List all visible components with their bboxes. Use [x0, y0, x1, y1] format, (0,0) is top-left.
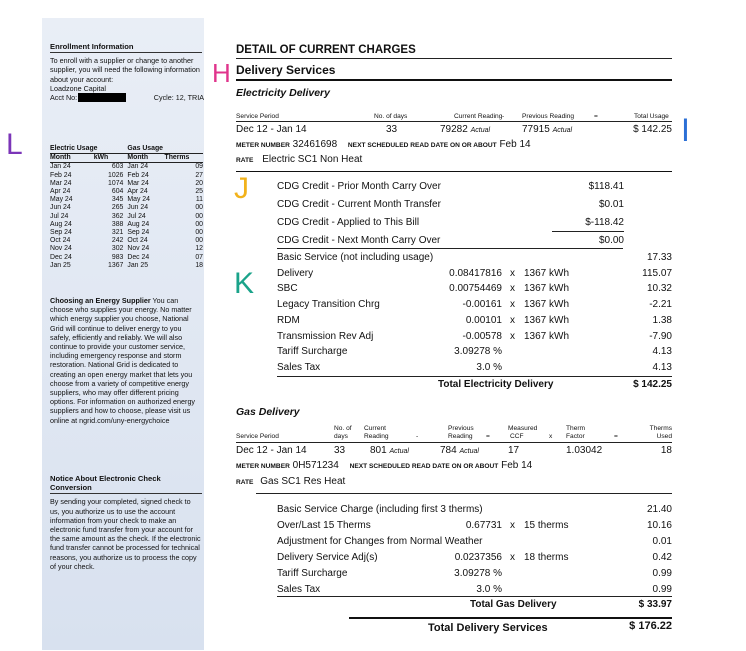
cdg-credit-row: [277, 217, 672, 231]
enrollment-title: Enrollment Information: [50, 42, 202, 53]
elec-next-read-date: Feb 14: [499, 139, 531, 150]
elec-kwh: 302: [111, 245, 124, 253]
usage-row: [50, 262, 203, 270]
gas-month: Jun 24: [127, 204, 149, 212]
line-label: SBC: [277, 283, 298, 295]
cycle-label: Cycle: 12, TRIA: [153, 93, 204, 103]
usage-row: [50, 245, 203, 253]
usage-row: [50, 237, 203, 245]
cdg-credit-label: CDG Credit - Applied to This Bill: [277, 217, 420, 228]
usage-rows: [50, 163, 203, 270]
gas-therm-factor: 1.03042: [566, 445, 603, 456]
line-item: [277, 504, 672, 518]
cdg-rule-short: [552, 231, 624, 232]
choose-supplier-text: You can choose who supplies your energy. No matter which energy supplier you choose, National Grid will continue to deliver energy to you safely, efficiently and reliably. We will also continue to provide your customer service, including emergency response and storm restoration. National Grid is dedicated to creating an open energy market that lets you choose from a variety of competitive energy suppliers, who may offer different pricing options. For information on authorized energy suppliers and how to choose, please visit us online at ngrid.com/uny-energychoice: [50, 296, 196, 425]
usage-row: [50, 213, 203, 221]
elec-total-rule: [277, 376, 672, 377]
line-amount: 17.33: [646, 252, 672, 263]
elec-month: Jan 25: [50, 261, 71, 269]
elec-kwh: 388: [111, 220, 124, 228]
line-label: Adjustment for Changes from Normal Weather: [277, 535, 483, 547]
line-item: [277, 315, 672, 329]
line-label: Sales Tax: [277, 361, 321, 373]
line-item: [277, 520, 672, 534]
elec-month: Jan 24: [50, 163, 71, 171]
gas-col-therm1: Therm: [566, 425, 586, 432]
line-label: Legacy Transition Chrg: [277, 299, 380, 311]
elec-rate-rule: [236, 171, 672, 172]
elec-kwh: 1074: [108, 179, 124, 187]
gas-next-read-date: Feb 14: [501, 460, 533, 471]
line-quantity: 1367 kWh: [524, 330, 570, 342]
line-rate: -0.00578: [462, 330, 502, 342]
usage-row: [50, 204, 203, 212]
grand-total-label: Total Delivery Services: [428, 622, 548, 634]
gas-current-value: 801: [370, 445, 387, 456]
elec-month: Apr 24: [50, 188, 71, 196]
line-amount: 115.07: [642, 267, 672, 279]
gas-rate: Gas SC1 Res Heat: [260, 476, 346, 487]
marker-i: I: [681, 112, 690, 148]
line-quantity: 15 therms: [524, 519, 569, 531]
cdg-credit-label: CDG Credit - Prior Month Carry Over: [277, 181, 441, 192]
usage-row: [50, 163, 203, 172]
line-item: [277, 252, 672, 266]
line-quantity: 1367 kWh: [524, 299, 570, 311]
gas-next-read-label: NEXT SCHEDULED READ DATE ON OR ABOUT: [349, 463, 499, 470]
line-quantity: 1367 kWh: [524, 314, 570, 326]
gas-col-meas1: Measured: [508, 425, 538, 432]
line-quantity: 1367 kWh: [524, 267, 570, 279]
gas-month: Jan 25: [127, 261, 149, 269]
gas-total-label: Total Gas Delivery: [470, 599, 557, 610]
elec-kwh: 603: [111, 163, 124, 171]
elec-total-amount: $ 142.25: [633, 379, 672, 390]
usage-row: [50, 172, 203, 180]
usage-row: [50, 229, 203, 237]
gas-delivery-title: Gas Delivery: [236, 406, 300, 418]
gas-therms: 00: [195, 204, 203, 212]
line-amount: 10.16: [646, 519, 672, 531]
line-rate: 0.67731: [465, 519, 502, 531]
elec-month: Dec 24: [50, 253, 72, 261]
gas-col-eq: =: [486, 433, 490, 440]
gas-usage-header: Gas Usage: [123, 145, 203, 154]
gas-therms: 00: [195, 220, 203, 228]
line-label: Tariff Surcharge: [277, 346, 348, 358]
delivery-rule: [236, 79, 672, 81]
line-label: Basic Service (not including usage): [277, 252, 434, 263]
gas-therms: 07: [195, 253, 203, 261]
col-no-of-days: No. of days: [374, 113, 408, 120]
line-item: [277, 346, 672, 360]
elec-previous: [522, 124, 572, 135]
cdg-credit-label: CDG Credit - Next Month Carry Over: [277, 235, 441, 246]
gas-month: Sep 24: [127, 229, 150, 237]
gas-month: Feb 24: [127, 171, 149, 179]
col-equals: =: [594, 113, 598, 120]
cdg-credit-row: [277, 235, 672, 249]
elec-rate-label: RATE: [236, 157, 254, 164]
line-amount: 4.13: [652, 346, 672, 358]
col-total-usage: Total Usage: [634, 113, 669, 120]
gas-therms: 00: [195, 229, 203, 237]
gas-month: Dec 24: [127, 253, 150, 261]
line-amount: 1.38: [652, 314, 672, 326]
marker-k: K: [234, 267, 255, 300]
gas-col-eq2: =: [614, 433, 618, 440]
col-service-period: Service Period: [236, 113, 279, 120]
elec-kwh: 362: [111, 212, 124, 220]
elec-kwh: 242: [111, 237, 124, 245]
choose-supplier-section: [50, 296, 202, 425]
line-label: Delivery Service Adj(s): [277, 551, 378, 563]
gas-total-amount: $ 33.97: [638, 599, 672, 610]
line-times: x: [510, 519, 515, 531]
line-label: Delivery: [277, 267, 314, 279]
electronic-check-text: By sending your completed, signed check to us, you authorize us to use the account information from your check to make an electronic fund transfer from your account for the same amount as the check. If the electronic fund transfer cannot be processed for technical reasons, you authorize us to process the copy of your check.: [50, 497, 201, 571]
gas-ccf: 17: [508, 445, 520, 456]
gas-meter-line: [236, 460, 532, 471]
line-rate: 0.00101: [465, 314, 502, 326]
line-times: x: [510, 299, 515, 311]
line-rate: 0.00754469: [449, 283, 502, 295]
line-item: [277, 362, 672, 376]
gas-therms: 27: [195, 171, 203, 179]
account-line: [50, 93, 202, 103]
elec-days: 33: [386, 124, 398, 135]
line-label: Basic Service Charge (including first 3 therms): [277, 504, 483, 515]
elec-month: Aug 24: [50, 220, 72, 228]
line-label: Tariff Surcharge: [277, 567, 348, 579]
gas-therms: 12: [195, 245, 203, 253]
gas-therms: 20: [195, 179, 203, 187]
gas-month: Apr 24: [127, 188, 148, 196]
line-amount: 0.99: [652, 567, 672, 579]
elec-previous-actual: Actual: [552, 127, 573, 134]
elec-kwh: 604: [111, 188, 124, 196]
gas-col-dash: -: [416, 433, 419, 440]
col-dash: -: [502, 113, 505, 120]
electricity-delivery-title: Electricity Delivery: [236, 87, 330, 99]
elec-meter-label: METER NUMBER: [236, 142, 290, 149]
title-rule: [236, 58, 672, 59]
elec-total-usage: $ 142.25: [633, 124, 672, 135]
elec-meter-line: [236, 139, 531, 150]
elec-month: Jul 24: [50, 212, 69, 220]
gas-therms: 09: [195, 163, 203, 171]
line-times: x: [510, 267, 515, 279]
elec-kwh: 265: [111, 204, 124, 212]
electronic-check-title: Notice About Electronic Check Conversion: [50, 474, 202, 494]
elec-current-actual: Actual: [470, 127, 491, 134]
gas-col-current1: Current: [364, 425, 386, 432]
cdg-rule: [277, 248, 623, 249]
line-label: Over/Last 15 Therms: [277, 519, 371, 531]
month-header: Month: [50, 154, 94, 163]
usage-table: [50, 145, 203, 270]
elec-previous-value: 77915: [522, 124, 550, 135]
cdg-credit-label: CDG Credit - Current Month Transfer: [277, 199, 441, 210]
elec-current-value: 79282: [440, 124, 468, 135]
gas-col-prev1: Previous: [448, 425, 474, 432]
elec-next-read-label: NEXT SCHEDULED READ DATE ON OR ABOUT: [347, 142, 497, 149]
cdg-credit-amount: $118.41: [588, 181, 624, 192]
gas-col-meas2: CCF: [510, 433, 524, 440]
elec-kwh: 1367: [108, 261, 124, 269]
line-label: Sales Tax: [277, 583, 321, 595]
account-redacted: [78, 93, 126, 102]
gas-col-no-of: No. of: [334, 425, 352, 432]
line-quantity: 1367 kWh: [524, 283, 570, 295]
line-rate: 3.0 %: [476, 361, 502, 373]
page-title: DETAIL OF CURRENT CHARGES: [236, 44, 416, 56]
line-rate: 3.0 %: [476, 583, 502, 595]
gas-month: Mar 24: [127, 179, 149, 187]
gas-col-used1: Therms: [649, 425, 672, 432]
elec-meter-number: 32461698: [292, 139, 338, 150]
usage-row: [50, 221, 203, 229]
gas-current-actual: Actual: [389, 448, 409, 455]
usage-row: [50, 188, 203, 196]
marker-j: J: [234, 172, 249, 205]
cdg-credit-amount: $0.01: [598, 199, 624, 210]
col-current-reading: Current Reading: [454, 113, 503, 120]
elec-kwh: 321: [111, 229, 124, 237]
kwh-header: kWh: [94, 154, 124, 163]
elec-month: May 24: [50, 196, 73, 204]
elec-month: Nov 24: [50, 245, 72, 253]
gas-previous-value: 784: [440, 445, 457, 456]
choose-supplier-title: Choosing an Energy Supplier: [50, 296, 151, 305]
account-label: Acct No:: [50, 93, 78, 103]
line-item: [277, 568, 672, 582]
elec-kwh: 983: [111, 253, 124, 261]
gas-therms-used: 18: [660, 445, 672, 456]
line-rate: 0.0237356: [454, 551, 502, 563]
line-item: [277, 268, 672, 282]
line-label: Transmission Rev Adj: [277, 330, 374, 342]
elec-kwh: 345: [111, 196, 124, 204]
elec-month: Mar 24: [50, 179, 72, 187]
line-item: [277, 283, 672, 297]
line-rate: 3.09278 %: [454, 567, 502, 579]
cdg-credit-row: [277, 199, 672, 213]
gas-period: Dec 12 - Jan 14: [236, 445, 307, 456]
gas-previous: [440, 445, 479, 456]
elec-current: [440, 124, 490, 135]
gas-col-x: x: [549, 433, 553, 440]
gas-month-header: Month: [123, 154, 164, 163]
gas-therms: 00: [195, 212, 203, 220]
enrollment-section: [50, 42, 202, 103]
usage-history: [50, 145, 203, 270]
marker-h: H: [212, 58, 231, 88]
line-item: [277, 299, 672, 313]
gas-month: Jul 24: [127, 212, 146, 220]
elec-kwh: 1026: [108, 171, 124, 179]
gas-days: 33: [334, 445, 346, 456]
gas-col-used2: Used: [656, 433, 672, 440]
line-rate: 0.08417816: [449, 267, 502, 279]
usage-row: [50, 254, 203, 262]
cdg-credit-amount: $-118.42: [585, 217, 624, 228]
usage-row: [50, 180, 203, 188]
gas-meter-label: METER NUMBER: [236, 463, 290, 470]
line-rate: -0.00161: [462, 299, 502, 311]
gas-month: Nov 24: [127, 245, 150, 253]
gas-therms: 25: [195, 188, 203, 196]
gas-previous-actual: Actual: [459, 448, 479, 455]
line-label: RDM: [277, 314, 300, 326]
elec-period: Dec 12 - Jan 14: [236, 124, 307, 135]
loadzone: Loadzone Capital: [50, 83, 106, 93]
line-rate: 3.09278 %: [454, 346, 502, 358]
gas-col-therm2: Factor: [566, 433, 585, 440]
gas-therms: 11: [195, 196, 203, 204]
col-previous-reading: Previous Reading: [522, 113, 575, 120]
gas-current: [370, 445, 409, 456]
line-amount: 0.01: [652, 535, 672, 547]
gas-col-current2: Reading: [364, 433, 389, 440]
cdg-credit-row: [277, 181, 672, 195]
line-quantity: 18 therms: [524, 551, 569, 563]
elec-rate: Electric SC1 Non Heat: [262, 154, 363, 165]
marker-l: L: [6, 128, 23, 161]
gas-col-prev2: Reading: [448, 433, 473, 440]
gas-therms: 18: [195, 261, 203, 269]
therms-header: Therms: [164, 154, 203, 163]
line-item: [277, 536, 672, 550]
gas-therms: 00: [195, 237, 203, 245]
grand-total-rule: [349, 617, 672, 619]
electronic-check-section: [50, 474, 202, 571]
line-times: x: [510, 314, 515, 326]
line-amount: -7.90: [649, 330, 672, 342]
delivery-services-title: Delivery Services: [236, 63, 336, 77]
line-times: x: [510, 330, 515, 342]
grand-total-amount: $ 176.22: [629, 620, 672, 632]
elec-month: Jun 24: [50, 204, 71, 212]
elec-rate-line: [236, 154, 362, 165]
line-amount: 10.32: [646, 283, 672, 295]
gas-col-period: Service Period: [236, 433, 279, 440]
line-amount: 4.13: [652, 361, 672, 373]
elec-total-label: Total Electricity Delivery: [438, 379, 554, 390]
elec-month: Oct 24: [50, 237, 71, 245]
gas-month: Jan 24: [127, 163, 149, 171]
electric-usage-header: Electric Usage: [50, 145, 123, 154]
sidebar-panel: [42, 18, 204, 650]
gas-rate-line: [236, 476, 345, 487]
gas-rate-rule: [256, 493, 672, 494]
gas-header-rule: [236, 442, 672, 443]
enrollment-text: To enroll with a supplier or change to another supplier, you will need the following information about your account:: [50, 56, 200, 84]
line-amount: 0.99: [652, 583, 672, 595]
gas-month: Aug 24: [127, 220, 150, 228]
cdg-credit-amount: $0.00: [598, 235, 624, 246]
line-item: [277, 331, 672, 345]
elec-header-rule: [236, 121, 672, 122]
elec-month: Feb 24: [50, 171, 72, 179]
line-times: x: [510, 551, 515, 563]
gas-col-days: days: [334, 433, 348, 440]
gas-month: May 24: [127, 196, 150, 204]
gas-month: Oct 24: [127, 237, 148, 245]
line-times: x: [510, 283, 515, 295]
line-amount: 0.42: [652, 551, 672, 563]
gas-meter-number: 0H571234: [292, 460, 339, 471]
gas-total-rule: [277, 596, 672, 597]
usage-row: [50, 196, 203, 204]
line-item: [277, 552, 672, 566]
line-amount: 21.40: [646, 504, 672, 515]
line-amount: -2.21: [649, 299, 672, 311]
elec-month: Sep 24: [50, 229, 72, 237]
gas-rate-label: RATE: [236, 479, 254, 486]
